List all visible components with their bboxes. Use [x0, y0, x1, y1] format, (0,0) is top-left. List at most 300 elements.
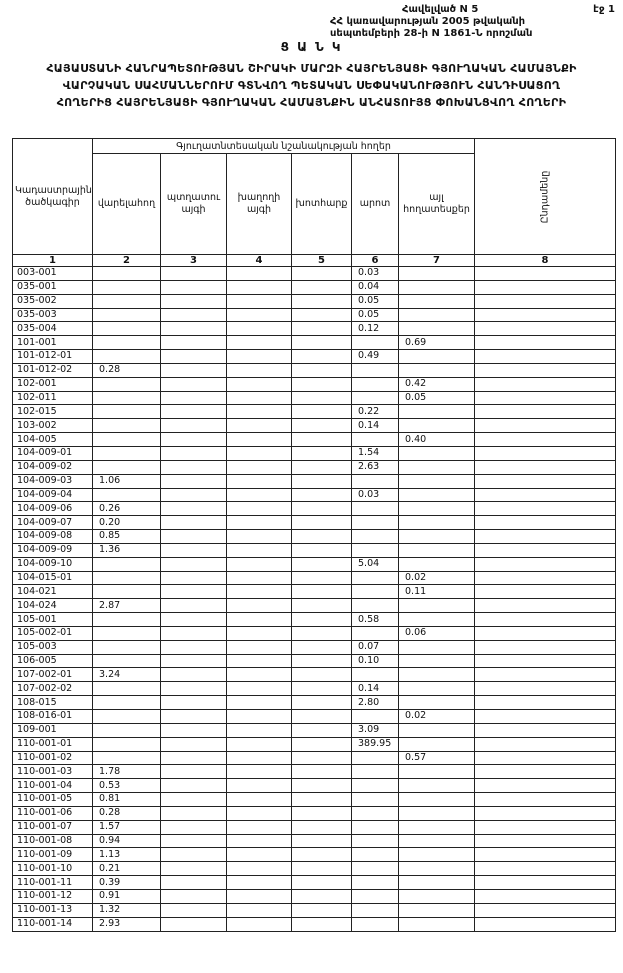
row-orchard-value: [161, 889, 227, 903]
decree-line-2: սեպտեմբերի 28-ի N 1861-Ն որոշման: [330, 28, 533, 39]
row-hayfield-value: [292, 474, 352, 488]
row-pasture-value: 1.54: [352, 446, 399, 460]
row-orchard-value: [161, 640, 227, 654]
row-other-value: 0.57: [399, 751, 475, 765]
row-vineyard-value: [227, 779, 292, 793]
column-number: 4: [227, 255, 292, 267]
row-arable-value: 0.91: [93, 889, 161, 903]
table-row: [13, 765, 616, 779]
row-orchard-value: [161, 377, 227, 391]
row-hayfield-value: [292, 876, 352, 890]
row-orchard-value: [161, 668, 227, 682]
row-other-value: [399, 640, 475, 654]
row-pasture-value: [352, 751, 399, 765]
row-orchard-value: [161, 820, 227, 834]
row-code: 110-001-04: [13, 779, 93, 793]
row-orchard-value: [161, 363, 227, 377]
row-vineyard-value: [227, 405, 292, 419]
row-total-value: [475, 280, 616, 294]
header-agricultural-group: Գյուղատնտեսական նշանակության հողեր: [93, 139, 475, 154]
row-arable-value: 1.78: [93, 765, 161, 779]
row-hayfield-value: [292, 350, 352, 364]
row-pasture-value: 0.05: [352, 294, 399, 308]
row-total-value: [475, 419, 616, 433]
table-row: [13, 737, 616, 751]
table-row: [13, 322, 616, 336]
row-total-value: [475, 405, 616, 419]
row-code: 110-001-12: [13, 889, 93, 903]
row-hayfield-value: [292, 460, 352, 474]
row-pasture-value: 0.49: [352, 350, 399, 364]
row-orchard-value: [161, 460, 227, 474]
row-pasture-value: [352, 516, 399, 530]
table-row: [13, 640, 616, 654]
row-total-value: [475, 446, 616, 460]
row-other-value: [399, 267, 475, 281]
row-arable-value: 0.28: [93, 363, 161, 377]
row-orchard-value: [161, 530, 227, 544]
row-code: 105-002-01: [13, 626, 93, 640]
row-hayfield-value: [292, 267, 352, 281]
row-arable-value: [93, 696, 161, 710]
column-number: 7: [399, 255, 475, 267]
row-hayfield-value: [292, 696, 352, 710]
row-pasture-value: [352, 585, 399, 599]
row-other-value: [399, 696, 475, 710]
table-row: [13, 405, 616, 419]
row-vineyard-value: [227, 834, 292, 848]
row-total-value: [475, 543, 616, 557]
row-pasture-value: [352, 862, 399, 876]
row-arable-value: [93, 737, 161, 751]
row-arable-value: [93, 557, 161, 571]
row-hayfield-value: [292, 903, 352, 917]
row-total-value: [475, 737, 616, 751]
row-vineyard-value: [227, 640, 292, 654]
row-total-value: [475, 765, 616, 779]
row-code: 110-001-02: [13, 751, 93, 765]
row-other-value: [399, 530, 475, 544]
row-other-value: [399, 543, 475, 557]
row-total-value: [475, 834, 616, 848]
row-hayfield-value: [292, 363, 352, 377]
row-orchard-value: [161, 696, 227, 710]
document-subtitle: [8, 60, 615, 111]
table-row: [13, 294, 616, 308]
table-row: [13, 474, 616, 488]
table-row: [13, 280, 616, 294]
row-vineyard-value: [227, 710, 292, 724]
row-arable-value: [93, 322, 161, 336]
row-other-value: [399, 516, 475, 530]
table-row: [13, 419, 616, 433]
column-number: 8: [475, 255, 616, 267]
row-arable-value: 1.57: [93, 820, 161, 834]
row-code: 104-015-01: [13, 571, 93, 585]
row-pasture-value: 389.95: [352, 737, 399, 751]
row-arable-value: [93, 751, 161, 765]
row-other-value: [399, 474, 475, 488]
row-hayfield-value: [292, 751, 352, 765]
row-orchard-value: [161, 294, 227, 308]
table-row: [13, 668, 616, 682]
row-other-value: 0.11: [399, 585, 475, 599]
land-table: [12, 138, 616, 932]
row-vineyard-value: [227, 474, 292, 488]
row-hayfield-value: [292, 446, 352, 460]
row-pasture-value: 0.03: [352, 267, 399, 281]
row-vineyard-value: [227, 917, 292, 931]
row-vineyard-value: [227, 294, 292, 308]
row-other-value: [399, 599, 475, 613]
row-pasture-value: [352, 889, 399, 903]
table-row: [13, 530, 616, 544]
table-row: [13, 876, 616, 890]
row-vineyard-value: [227, 571, 292, 585]
row-orchard-value: [161, 267, 227, 281]
row-arable-value: [93, 336, 161, 350]
row-other-value: 0.05: [399, 391, 475, 405]
row-other-value: [399, 294, 475, 308]
row-vineyard-value: [227, 862, 292, 876]
row-total-value: [475, 820, 616, 834]
row-total-value: [475, 530, 616, 544]
row-orchard-value: [161, 433, 227, 447]
row-code: 110-001-07: [13, 820, 93, 834]
row-pasture-value: [352, 543, 399, 557]
row-orchard-value: [161, 557, 227, 571]
row-orchard-value: [161, 488, 227, 502]
row-vineyard-value: [227, 903, 292, 917]
table-row: [13, 779, 616, 793]
row-orchard-value: [161, 751, 227, 765]
row-orchard-value: [161, 626, 227, 640]
table-row: [13, 571, 616, 585]
row-total-value: [475, 308, 616, 322]
row-orchard-value: [161, 806, 227, 820]
row-other-value: [399, 806, 475, 820]
row-vineyard-value: [227, 876, 292, 890]
row-pasture-value: [352, 820, 399, 834]
row-vineyard-value: [227, 433, 292, 447]
row-arable-value: [93, 460, 161, 474]
row-vineyard-value: [227, 682, 292, 696]
row-total-value: [475, 806, 616, 820]
row-other-value: 0.69: [399, 336, 475, 350]
row-arable-value: [93, 267, 161, 281]
row-code: 104-021: [13, 585, 93, 599]
row-hayfield-value: [292, 557, 352, 571]
row-hayfield-value: [292, 820, 352, 834]
table-row: [13, 903, 616, 917]
table-row: [13, 267, 616, 281]
row-code: 108-016-01: [13, 710, 93, 724]
row-orchard-value: [161, 336, 227, 350]
row-total-value: [475, 502, 616, 516]
appendix-label: Հավելված N 5: [402, 4, 479, 15]
table-row: [13, 488, 616, 502]
row-vineyard-value: [227, 668, 292, 682]
row-pasture-value: [352, 571, 399, 585]
row-total-value: [475, 571, 616, 585]
table-row: [13, 308, 616, 322]
row-hayfield-value: [292, 862, 352, 876]
row-hayfield-value: [292, 848, 352, 862]
row-other-value: [399, 405, 475, 419]
row-arable-value: 0.28: [93, 806, 161, 820]
row-orchard-value: [161, 516, 227, 530]
header-arable: վարելահող: [93, 154, 161, 255]
row-orchard-value: [161, 280, 227, 294]
row-vineyard-value: [227, 599, 292, 613]
table-row: [13, 363, 616, 377]
row-arable-value: [93, 640, 161, 654]
column-number: 6: [352, 255, 399, 267]
row-vineyard-value: [227, 737, 292, 751]
row-hayfield-value: [292, 723, 352, 737]
row-orchard-value: [161, 613, 227, 627]
row-vineyard-value: [227, 516, 292, 530]
column-number: 3: [161, 255, 227, 267]
row-other-value: [399, 557, 475, 571]
subtitle-line: ՀԱՅԱՍՏԱՆԻ ՀԱՆՐԱՊԵՏՈՒԹՅԱՆ ՇԻՐԱԿԻ ՄԱՐԶԻ ՀԱՅՐԵՆՅԱՑԻ ԳՅՈՒՂԱԿԱՆ ՀԱՄԱՅՆՔԻ: [46, 62, 577, 75]
row-vineyard-value: [227, 613, 292, 627]
row-total-value: [475, 654, 616, 668]
row-hayfield-value: [292, 599, 352, 613]
row-other-value: [399, 820, 475, 834]
row-total-value: [475, 793, 616, 807]
row-total-value: [475, 682, 616, 696]
row-vineyard-value: [227, 696, 292, 710]
row-code: 104-009-06: [13, 502, 93, 516]
row-code: 110-001-11: [13, 876, 93, 890]
row-other-value: [399, 682, 475, 696]
row-code: 105-003: [13, 640, 93, 654]
row-total-value: [475, 377, 616, 391]
table-row: [13, 377, 616, 391]
row-orchard-value: [161, 308, 227, 322]
row-arable-value: 1.13: [93, 848, 161, 862]
row-hayfield-value: [292, 917, 352, 931]
row-vineyard-value: [227, 543, 292, 557]
row-vineyard-value: [227, 363, 292, 377]
row-arable-value: [93, 294, 161, 308]
decree-line-1: ՀՀ կառավարության 2005 թվականի: [330, 16, 526, 27]
row-vineyard-value: [227, 446, 292, 460]
row-hayfield-value: [292, 391, 352, 405]
row-code: 035-001: [13, 280, 93, 294]
row-other-value: 0.02: [399, 571, 475, 585]
header-vineyard: խաղողի այգի: [227, 154, 292, 255]
row-arable-value: 0.20: [93, 516, 161, 530]
row-other-value: [399, 917, 475, 931]
row-pasture-value: [352, 793, 399, 807]
row-vineyard-value: [227, 557, 292, 571]
row-code: 102-011: [13, 391, 93, 405]
row-vineyard-value: [227, 654, 292, 668]
row-pasture-value: 0.22: [352, 405, 399, 419]
row-orchard-value: [161, 793, 227, 807]
row-total-value: [475, 488, 616, 502]
row-pasture-value: [352, 806, 399, 820]
table-row: [13, 516, 616, 530]
table-row: [13, 391, 616, 405]
row-vineyard-value: [227, 391, 292, 405]
column-number: 2: [93, 255, 161, 267]
row-pasture-value: [352, 502, 399, 516]
row-hayfield-value: [292, 294, 352, 308]
row-pasture-value: [352, 876, 399, 890]
row-hayfield-value: [292, 488, 352, 502]
row-total-value: [475, 751, 616, 765]
row-other-value: [399, 668, 475, 682]
row-hayfield-value: [292, 834, 352, 848]
row-code: 035-004: [13, 322, 93, 336]
row-other-value: [399, 737, 475, 751]
row-arable-value: [93, 391, 161, 405]
row-orchard-value: [161, 502, 227, 516]
row-other-value: [399, 765, 475, 779]
header-total: [475, 139, 616, 255]
table-row: [13, 806, 616, 820]
row-vineyard-value: [227, 820, 292, 834]
row-hayfield-value: [292, 806, 352, 820]
row-code: 110-001-08: [13, 834, 93, 848]
row-hayfield-value: [292, 710, 352, 724]
row-vineyard-value: [227, 280, 292, 294]
row-vineyard-value: [227, 889, 292, 903]
row-orchard-value: [161, 848, 227, 862]
row-other-value: [399, 834, 475, 848]
row-other-value: [399, 889, 475, 903]
row-orchard-value: [161, 474, 227, 488]
row-code: 003-001: [13, 267, 93, 281]
row-arable-value: 0.81: [93, 793, 161, 807]
row-total-value: [475, 363, 616, 377]
row-arable-value: [93, 280, 161, 294]
row-orchard-value: [161, 737, 227, 751]
row-arable-value: 3.24: [93, 668, 161, 682]
row-total-value: [475, 848, 616, 862]
table-row: [13, 917, 616, 931]
header-other-land: այլ հողատեսքեր: [399, 154, 475, 255]
row-arable-value: 2.93: [93, 917, 161, 931]
row-orchard-value: [161, 391, 227, 405]
row-hayfield-value: [292, 737, 352, 751]
row-code: 110-001-05: [13, 793, 93, 807]
row-vineyard-value: [227, 419, 292, 433]
row-other-value: [399, 848, 475, 862]
row-orchard-value: [161, 419, 227, 433]
row-code: 109-001: [13, 723, 93, 737]
row-arable-value: [93, 613, 161, 627]
row-hayfield-value: [292, 668, 352, 682]
row-total-value: [475, 460, 616, 474]
row-vineyard-value: [227, 460, 292, 474]
row-orchard-value: [161, 571, 227, 585]
row-pasture-value: [352, 779, 399, 793]
row-code: 101-012-02: [13, 363, 93, 377]
row-hayfield-value: [292, 433, 352, 447]
row-arable-value: [93, 626, 161, 640]
header-cadastral-code: Կադաստրային ծածկագիր: [13, 139, 93, 255]
row-orchard-value: [161, 543, 227, 557]
row-orchard-value: [161, 876, 227, 890]
row-vineyard-value: [227, 765, 292, 779]
row-hayfield-value: [292, 793, 352, 807]
row-code: 035-002: [13, 294, 93, 308]
table-row: [13, 336, 616, 350]
row-pasture-value: 0.10: [352, 654, 399, 668]
row-hayfield-value: [292, 530, 352, 544]
row-hayfield-value: [292, 585, 352, 599]
table-row: [13, 834, 616, 848]
row-total-value: [475, 889, 616, 903]
row-vineyard-value: [227, 848, 292, 862]
row-pasture-value: 0.04: [352, 280, 399, 294]
row-arable-value: 0.21: [93, 862, 161, 876]
table-row: [13, 654, 616, 668]
row-orchard-value: [161, 723, 227, 737]
subtitle-line: ՀՈՂԵՐԻՑ ՀԱՅՐԵՆՅԱՑԻ ԳՅՈՒՂԱԿԱՆ ՀԱՄԱՅՆՔԻՆ ԱՆՀԱՏՈՒՅՑ ՓՈԽԱՆՑՎՈՂ ՀՈՂԵՐԻ: [56, 96, 567, 109]
table-row: [13, 613, 616, 627]
header-pasture: արոտ: [352, 154, 399, 255]
row-pasture-value: 0.05: [352, 308, 399, 322]
row-orchard-value: [161, 322, 227, 336]
row-total-value: [475, 779, 616, 793]
row-pasture-value: [352, 336, 399, 350]
row-total-value: [475, 585, 616, 599]
row-orchard-value: [161, 350, 227, 364]
row-vineyard-value: [227, 336, 292, 350]
table-row: [13, 848, 616, 862]
row-orchard-value: [161, 834, 227, 848]
row-pasture-value: [352, 710, 399, 724]
table-row: [13, 710, 616, 724]
row-pasture-value: [352, 474, 399, 488]
row-total-value: [475, 557, 616, 571]
row-code: 101-012-01: [13, 350, 93, 364]
row-orchard-value: [161, 903, 227, 917]
row-code: 110-001-14: [13, 917, 93, 931]
table-row: [13, 682, 616, 696]
row-hayfield-value: [292, 280, 352, 294]
table-row: [13, 696, 616, 710]
row-total-value: [475, 474, 616, 488]
row-other-value: [399, 308, 475, 322]
row-total-value: [475, 626, 616, 640]
subtitle-line: ՎԱՐՉԱԿԱՆ ՍԱՀՄԱՆՆԵՐՈՒՄ ԳՏՆՎՈՂ ՊԵՏԱԿԱՆ ՍԵՓԱԿԱՆՈՒԹՅՈՒՆ ՀԱՆԴԻՍԱՑՈՂ: [62, 79, 561, 92]
row-arable-value: 2.87: [93, 599, 161, 613]
row-arable-value: [93, 433, 161, 447]
row-hayfield-value: [292, 640, 352, 654]
row-arable-value: [93, 488, 161, 502]
row-code: 102-001: [13, 377, 93, 391]
row-hayfield-value: [292, 377, 352, 391]
row-code: 110-001-01: [13, 737, 93, 751]
row-other-value: [399, 654, 475, 668]
row-total-value: [475, 294, 616, 308]
row-orchard-value: [161, 682, 227, 696]
row-code: 104-005: [13, 433, 93, 447]
row-hayfield-value: [292, 889, 352, 903]
row-orchard-value: [161, 599, 227, 613]
row-other-value: [399, 502, 475, 516]
row-vineyard-value: [227, 793, 292, 807]
row-hayfield-value: [292, 419, 352, 433]
row-vineyard-value: [227, 806, 292, 820]
row-other-value: [399, 613, 475, 627]
